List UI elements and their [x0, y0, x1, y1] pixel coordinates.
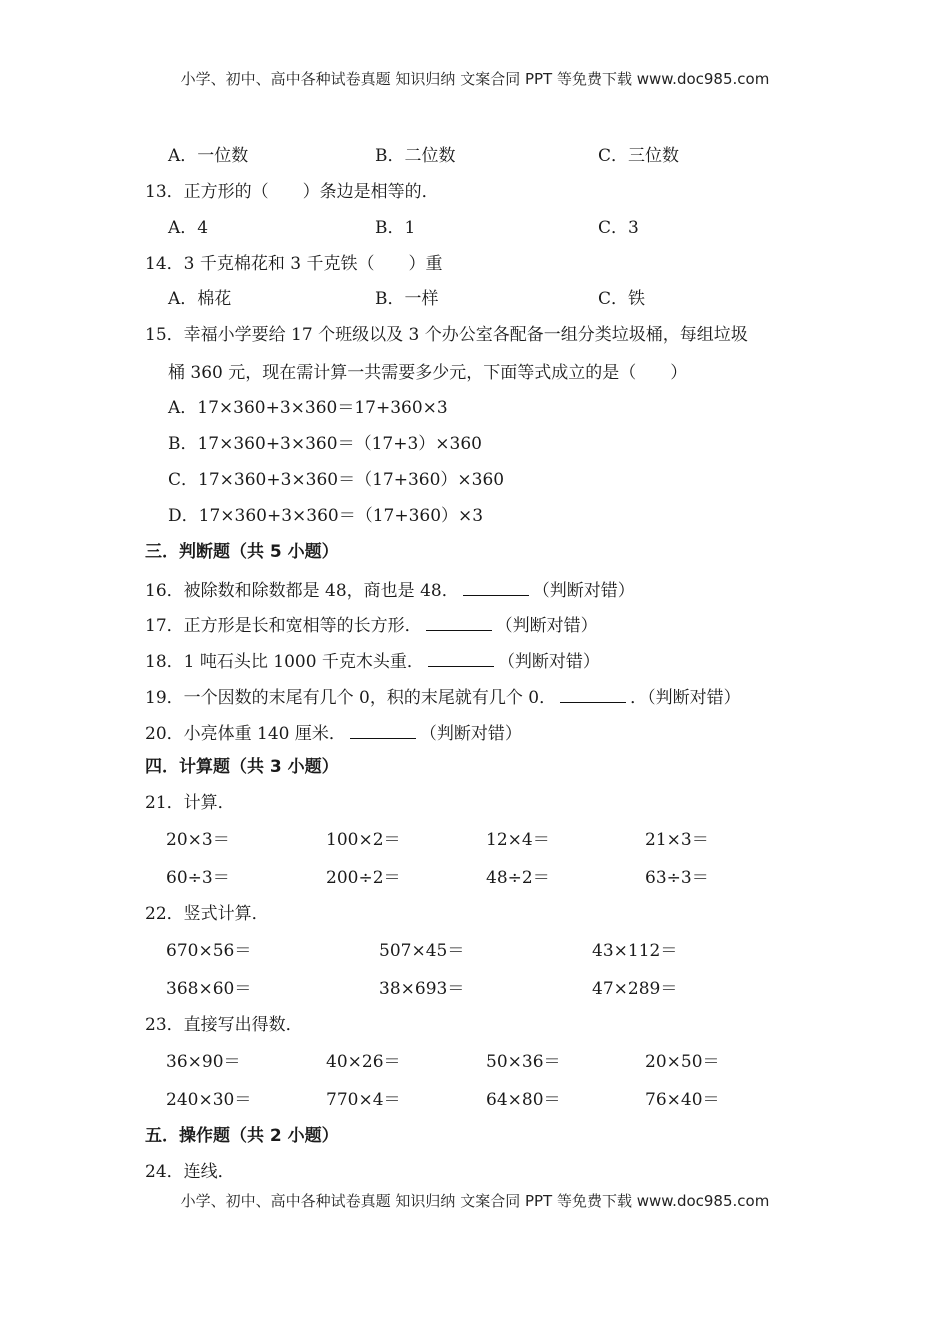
- q21-item: 21×3＝: [645, 830, 709, 850]
- q22-item: 507×45＝: [379, 941, 465, 961]
- q23-item: 240×30＝: [166, 1090, 252, 1110]
- q22-stem: 22．竖式计算．: [145, 904, 269, 924]
- q17-suffix: （判断对错）: [495, 616, 598, 636]
- q23-item: 20×50＝: [645, 1052, 720, 1072]
- q13-option-b: B．1: [375, 218, 416, 238]
- q12-option-c: C．三位数: [598, 146, 680, 166]
- q21-item: 200÷2＝: [326, 868, 401, 888]
- q16-answer-blank[interactable]: [463, 577, 529, 596]
- q18-suffix: （判断对错）: [497, 652, 600, 672]
- q12-option-a: A．一位数: [168, 146, 249, 166]
- q21-item: 12×4＝: [486, 830, 550, 850]
- q15-option-b: B．17×360+3×360＝（17+3）×360: [168, 434, 482, 454]
- q16: [145, 577, 635, 602]
- q22-item: 47×289＝: [592, 979, 678, 999]
- q18-answer-blank[interactable]: [428, 648, 494, 667]
- q20: [145, 720, 522, 745]
- q13-stem: 13．正方形的（ ）条边是相等的．: [145, 182, 439, 202]
- q21-item: 20×3＝: [166, 830, 230, 850]
- q23-stem: 23．直接写出得数．: [145, 1015, 303, 1035]
- q17-answer-blank[interactable]: [426, 612, 492, 631]
- q16-suffix: （判断对错）: [532, 581, 635, 601]
- q22-item: 38×693＝: [379, 979, 465, 999]
- q13-option-c: C．3: [598, 218, 639, 238]
- q14-option-b: B．一样: [375, 289, 439, 309]
- q17-text: 17．正方形是长和宽相等的长方形．: [145, 616, 422, 636]
- q15-option-c: C．17×360+3×360＝（17+360）×360: [168, 470, 505, 490]
- q20-answer-blank[interactable]: [350, 720, 416, 739]
- q24-stem: 24．连线．: [145, 1162, 235, 1182]
- q16-text: 16．被除数和除数都是 48，商也是 48．: [145, 581, 459, 601]
- q23-item: 36×90＝: [166, 1052, 241, 1072]
- section-4-heading: 四．计算题（共 3 小题）: [145, 757, 339, 777]
- q15-option-a: A．17×360+3×360＝17+360×3: [168, 398, 448, 418]
- q12-option-b: B．二位数: [375, 146, 456, 166]
- q14-option-a: A．棉花: [168, 289, 232, 309]
- q22-item: 670×56＝: [166, 941, 252, 961]
- q23-item: 50×36＝: [486, 1052, 561, 1072]
- q15-stem-line1: 15．幸福小学要给 17 个班级以及 3 个办公室各配备一组分类垃圾桶，每组垃圾: [145, 325, 748, 345]
- page-footer: 小学、初中、高中各种试卷真题 知识归纳 文案合同 PPT 等免费下载 www.doc985.com: [180, 1192, 770, 1210]
- q19-text: 19．一个因数的末尾有几个 0，积的末尾就有几个 0．: [145, 688, 557, 708]
- q14-stem: 14．3 千克棉花和 3 千克铁（ ）重: [145, 254, 443, 274]
- page-header: 小学、初中、高中各种试卷真题 知识归纳 文案合同 PPT 等免费下载 www.doc985.com: [180, 70, 770, 88]
- q19: [145, 684, 741, 709]
- q17: [145, 612, 598, 637]
- q21-item: 63÷3＝: [645, 868, 709, 888]
- q19-answer-blank[interactable]: [560, 684, 626, 703]
- q15-stem-line2: 桶 360 元，现在需计算一共需要多少元，下面等式成立的是（ ）: [168, 363, 688, 383]
- q23-item: 770×4＝: [326, 1090, 401, 1110]
- q13-option-a: A．4: [168, 218, 209, 238]
- q23-item: 40×26＝: [326, 1052, 401, 1072]
- q14-option-c: C．铁: [598, 289, 646, 309]
- q18: [145, 648, 600, 673]
- q18-text: 18．1 吨石头比 1000 千克木头重．: [145, 652, 424, 672]
- q22-item: 43×112＝: [592, 941, 678, 961]
- q20-text: 20．小亮体重 140 厘米．: [145, 724, 346, 744]
- section-5-heading: 五．操作题（共 2 小题）: [145, 1126, 339, 1146]
- q22-item: 368×60＝: [166, 979, 252, 999]
- q21-stem: 21．计算．: [145, 793, 235, 813]
- q20-suffix: （判断对错）: [419, 724, 522, 744]
- q21-item: 60÷3＝: [166, 868, 230, 888]
- section-3-heading: 三．判断题（共 5 小题）: [145, 542, 339, 562]
- q21-item: 48÷2＝: [486, 868, 550, 888]
- q19-suffix: ．（判断对错）: [630, 688, 741, 708]
- q23-item: 64×80＝: [486, 1090, 561, 1110]
- q23-item: 76×40＝: [645, 1090, 720, 1110]
- q15-option-d: D．17×360+3×360＝（17+360）×3: [168, 506, 484, 526]
- q21-item: 100×2＝: [326, 830, 401, 850]
